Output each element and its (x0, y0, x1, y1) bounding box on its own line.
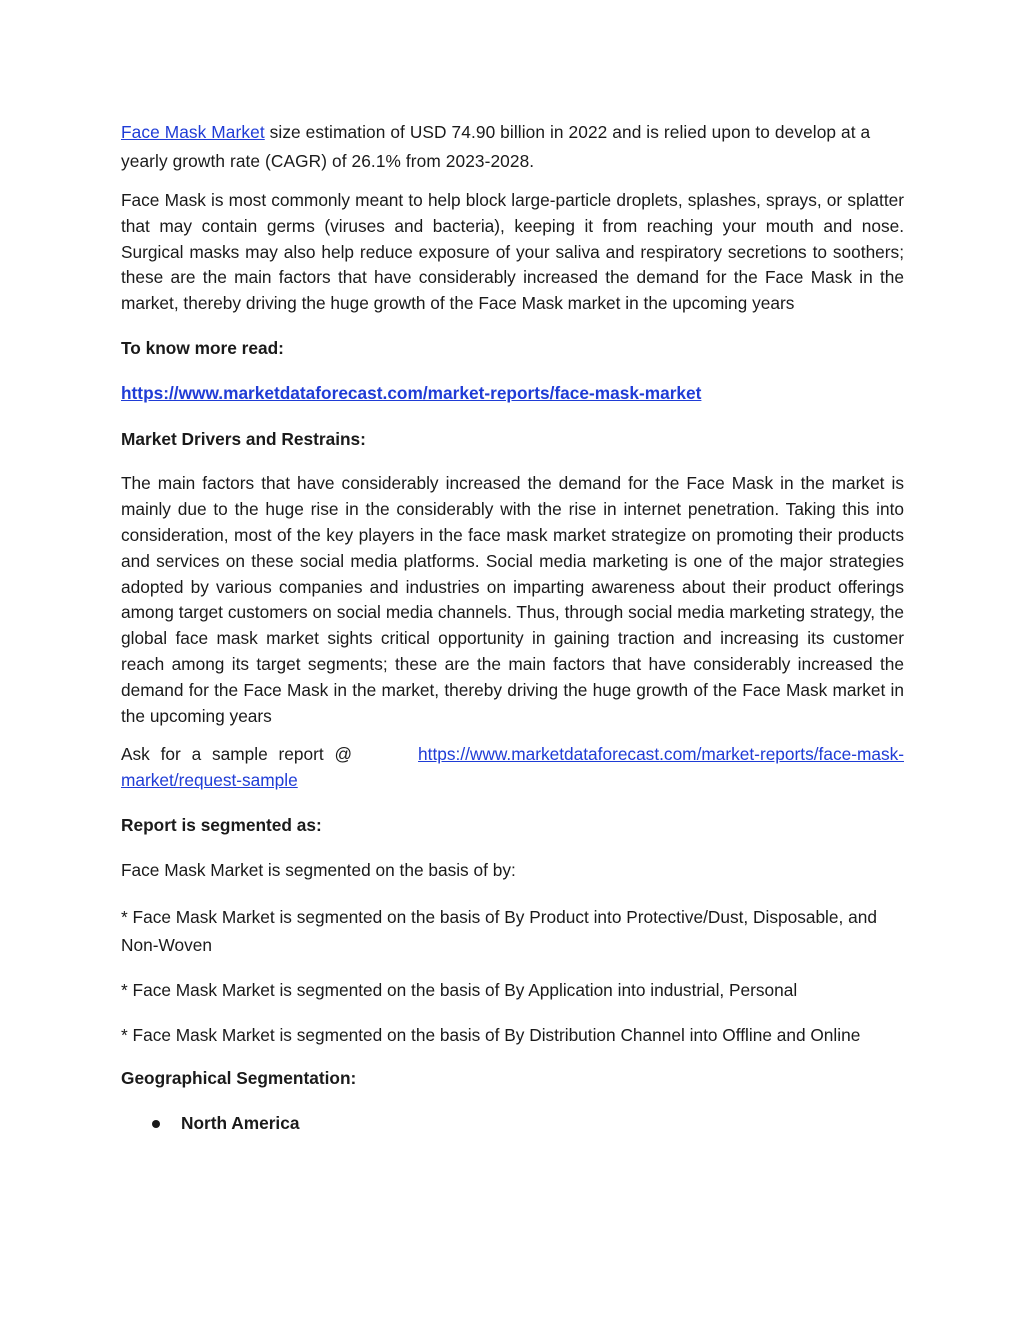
drivers-paragraph: The main factors that have considerably increased the demand for the Face Mask in the market is mainly due to the huge rise in the considerably with the rise in internet penetration. Taking this into consideration, most of the key players in the face mask market strategize on promoting their products and services on these social media platforms. Social media marketing is one of the major strategies adopted by various companies and industries on imparting awareness about their product offerings among target customers on social media channels. Thus, through social media marketing strategy, the global face mask market sights critical opportunity in gaining traction and increasing its customer reach among its target segments; these are the main factors that have considerably increased the demand for the Face Mask in the market, thereby driving the huge growth of the Face Mask market in the upcoming years (121, 473, 904, 726)
intro-text: size estimation of USD 74.90 billion in 2022 and is relied upon to develop at a yearly growth rate (CAGR) of 26.1% from 2023-2028. (121, 122, 871, 171)
segment-item-product: * Face Mask Market is segmented on the basis of By Product into Protective/Dust, Disposable, and Non-Woven (121, 906, 877, 955)
sample-request-link-part-2[interactable]: market/request-sample (121, 770, 298, 791)
segment-item-application: * Face Mask Market is segmented on the basis of By Application into industrial, Personal (121, 979, 798, 1000)
bullet-icon (152, 1120, 160, 1128)
read-more-label: To know more read: (121, 337, 284, 358)
document-page (121, 118, 904, 1137)
read-more-paragraph (121, 381, 904, 407)
sample-request-link-part-1[interactable]: https://www.marketdataforecast.com/market-reports/face-mask- (418, 744, 904, 765)
drivers-heading: Market Drivers and Restrains: (121, 428, 366, 449)
sample-request-line-1 (121, 742, 904, 768)
segmentation-heading: Report is segmented as: (121, 814, 322, 835)
geo-heading: Geographical Segmentation: (121, 1067, 357, 1088)
segmentation-intro: Face Mask Market is segmented on the basis of by: (121, 859, 516, 880)
face-mask-market-link[interactable]: Face Mask Market (121, 122, 265, 142)
region-list (121, 1111, 904, 1137)
region-label: North America (181, 1113, 300, 1134)
intro-paragraph (121, 118, 904, 176)
description-paragraph: Face Mask is most commonly meant to help block large-particle droplets, splashes, sprays, or splatter that may contain germs (viruses and bacteria), keeping it from reaching your mouth and nose. Surgical masks may also help reduce exposure of your saliva and respiratory secretions to soothers; these are the main factors that have considerably increased the demand for the Face Mask in the market, thereby driving the huge growth of the Face Mask market in the upcoming years (121, 190, 904, 314)
sample-request-line-2 (121, 768, 904, 794)
sample-request-block (121, 742, 904, 794)
read-more-link[interactable]: https://www.marketdataforecast.com/market-reports/face-mask-market (121, 382, 702, 403)
region-item-north-america (121, 1111, 904, 1137)
sample-request-label: Ask for a sample report @ (121, 744, 352, 765)
segment-item-distribution: * Face Mask Market is segmented on the basis of By Distribution Channel into Offline and Online (121, 1024, 861, 1045)
